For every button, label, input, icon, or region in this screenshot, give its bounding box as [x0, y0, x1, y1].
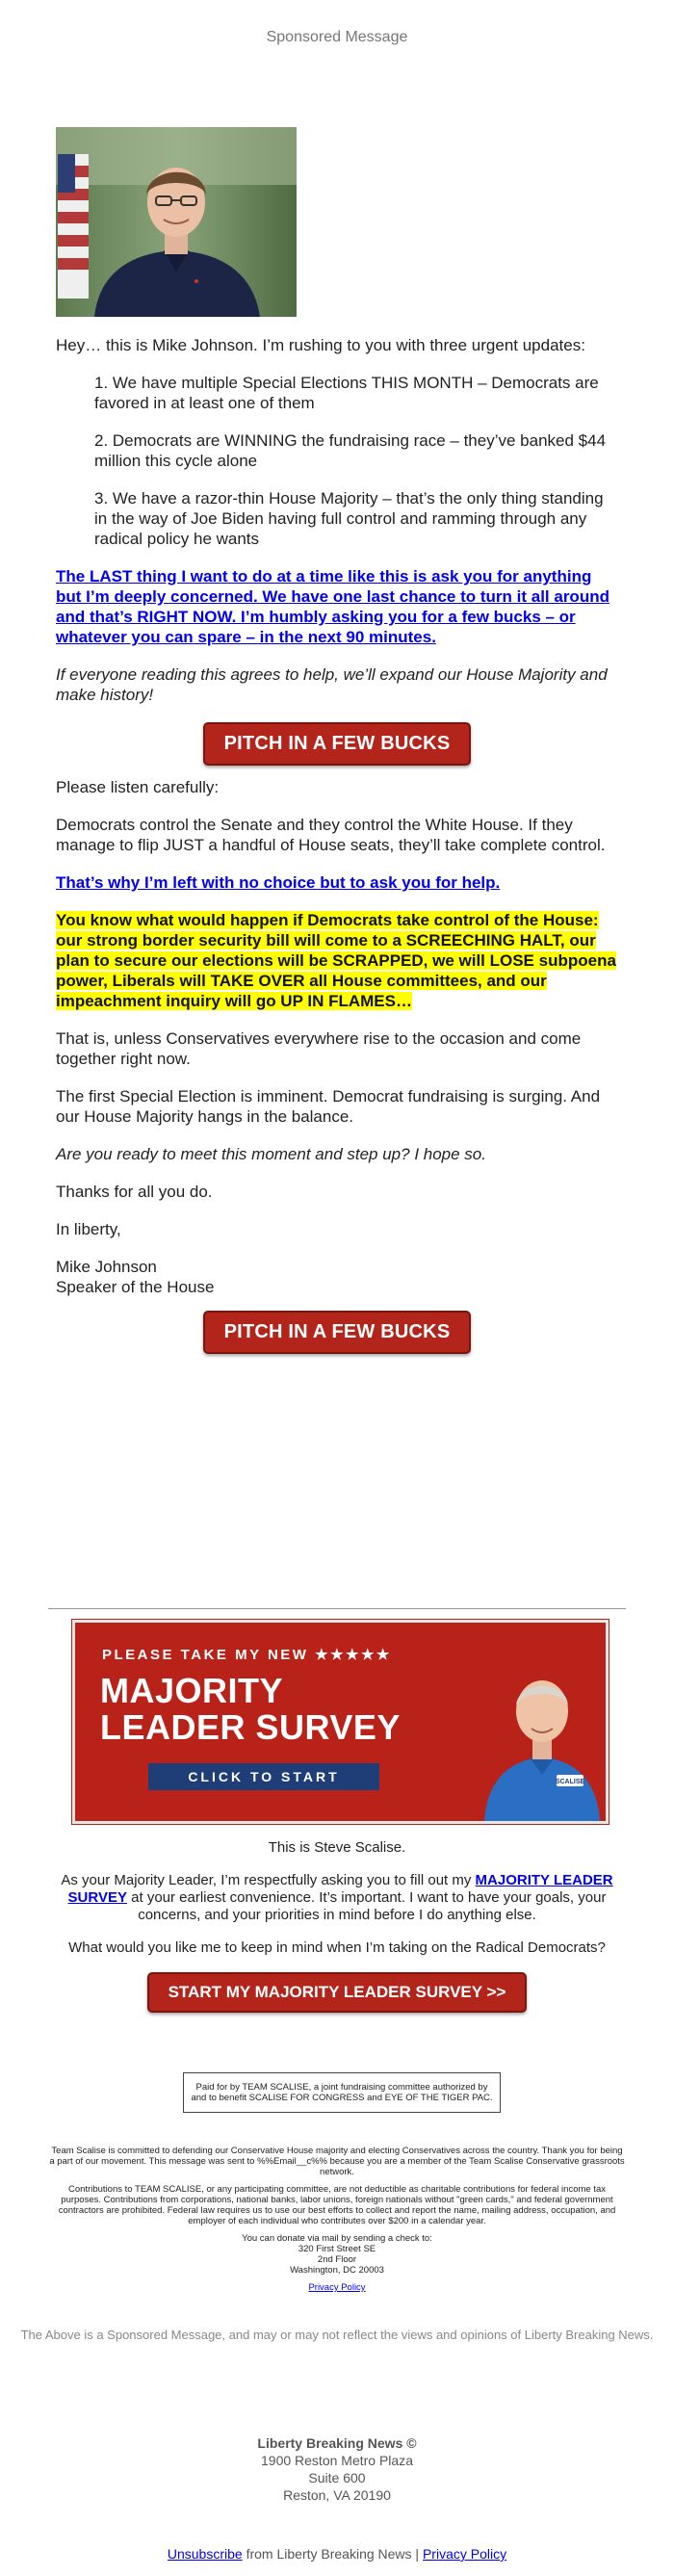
thanks-text: Thanks for all you do.	[56, 1183, 213, 1201]
intro-text: Hey… this is Mike Johnson. I’m rushing to you with three urgent updates:	[56, 336, 585, 354]
committed-text: Team Scalise is committed to defending our Conservative House majority and electing Conservatives across the country. Thank you for being a part of our movement. This message was sent to %%Email__c%% because you are a member of the Team Scalise Conservative grassroots network.	[49, 2146, 625, 2177]
unsubscribe-line	[0, 2546, 674, 2562]
legal-privacy-link[interactable]: Privacy Policy	[308, 2282, 366, 2293]
section-divider	[48, 1608, 626, 1609]
address-line-3: Reston, VA 20190	[283, 2487, 391, 2503]
majority-leader-survey-link[interactable]: MAJORITY LEADER SURVEY	[67, 1872, 613, 1906]
mail-intro: You can donate via mail by sending a check to:	[242, 2233, 432, 2244]
mail-line-2: 2nd Floor	[317, 2254, 357, 2265]
control-text: Democrats control the Senate and they control the White House. If they manage to flip JUST a handful of House seats, they’ll take complete control.	[56, 816, 606, 854]
unless-text: That is, unless Conservatives everywhere rise to the occasion and come together right now.	[56, 1029, 582, 1068]
start-survey-button[interactable]: START MY MAJORITY LEADER SURVEY >>	[147, 1972, 528, 2013]
click-to-start-button[interactable]: CLICK TO START	[148, 1763, 379, 1790]
pitch-in-button-bottom[interactable]: PITCH IN A FEW BUCKS	[203, 1311, 472, 1354]
paid-for-box: Paid for by TEAM SCALISE, a joint fundraising committee authorized by and to benefit SCALISE FOR CONGRESS and EYE OF THE TIGER PAC.	[183, 2072, 501, 2113]
banner-title	[100, 1673, 401, 1746]
shirt-logo: SCALISE	[555, 1779, 585, 1785]
scalise-ask-post: at your earliest convenience. It’s important. I want to have your goals, your concerns, and your priorities in mind before I do anything else.	[126, 1889, 607, 1923]
unsubscribe-link[interactable]: Unsubscribe	[167, 2546, 243, 2562]
list-item: 3. We have a razor-thin House Majority – that’s the only thing standing in the way of Joe Biden having full control and ramming through any radical policy he wants	[94, 489, 604, 548]
publisher-address	[0, 2434, 674, 2504]
steve-scalise-photo-icon	[480, 1652, 605, 1821]
mail-line-3: Washington, DC 20003	[290, 2265, 384, 2276]
highlighted-warning: You know what would happen if Democrats take control of the House: our strong border security bill will come to a SCREECHING HALT, our plan to secure our elections will be SCRAPPED, we will LOSE subpoena power, Liberals will TAKE OVER all House committees, and our impeachment inquiry will go UP IN FLAMES…	[56, 911, 616, 1010]
contributions-text: Contributions to TEAM SCALISE, or any participating committee, are not deductible as charitable contributions for federal income tax purposes. Contributions from corporations, national banks, labor unions, foreign nationals without "green cards," and federal government contractors are prohibited. Federal law requires us to use our best efforts to collect and report the name, mailing address, occupation, and employer of each individual who contributes over $200 in a calendar year.	[58, 2184, 616, 2226]
list-item: 2. Democrats are WINNING the fundraising race – they’ve banked $44 million this cycle alone	[94, 431, 607, 470]
legal-fine-print	[48, 2146, 626, 2300]
scalise-section	[56, 1839, 618, 2013]
scalise-intro: This is Steve Scalise.	[268, 1839, 406, 1856]
updates-list	[56, 373, 618, 549]
banner-title-line-2: LEADER SURVEY	[100, 1707, 401, 1747]
no-choice-link[interactable]: That’s why I’m left with no choice but to ask you for help.	[56, 873, 501, 892]
address-line-1: 1900 Reston Metro Plaza	[261, 2453, 413, 2468]
unsubscribe-middle: from Liberty Breaking News |	[242, 2546, 423, 2562]
sponsor-disclaimer: The Above is a Sponsored Message, and may or may not reflect the views and opinions of Liberty Breaking News.	[20, 2328, 654, 2342]
address-line-2: Suite 600	[308, 2470, 366, 2485]
ready-text: Are you ready to meet this moment and step up? I hope so.	[56, 1145, 486, 1163]
publisher-name: Liberty Breaking News ©	[257, 2435, 417, 2451]
imminent-text: The first Special Election is imminent. Democrat fundraising is surging. And our House Majority hangs in the balance.	[56, 1087, 601, 1126]
majority-leader-survey-banner[interactable]	[72, 1620, 609, 1824]
sponsored-label: Sponsored Message	[266, 29, 408, 45]
donate-ask-link[interactable]: The LAST thing I want to do at a time like this is ask you for anything but I’m deeply concerned. We have one last chance to turn it all around and that’s RIGHT NOW. I’m humbly asking you for a few bucks – or whatever you can spare – in the next 90 minutes.	[56, 567, 609, 646]
letter-body	[56, 335, 618, 1366]
scalise-question: What would you like me to keep in mind when I’m taking on the Radical Democrats?	[68, 1939, 606, 1956]
footer-privacy-link[interactable]: Privacy Policy	[422, 2546, 507, 2562]
banner-kicker: PLEASE TAKE MY NEW ★★★★★	[102, 1647, 392, 1663]
portrait-mike-johnson-icon	[56, 127, 297, 317]
signer-title: Speaker of the House	[56, 1278, 215, 1296]
closing-text: In liberty,	[56, 1220, 121, 1238]
banner-title-line-1: MAJORITY	[100, 1671, 284, 1710]
signer-name: Mike Johnson	[56, 1258, 157, 1276]
expand-majority-text: If everyone reading this agrees to help, we’ll expand our House Majority and make history!	[56, 665, 608, 704]
pitch-in-button[interactable]: PITCH IN A FEW BUCKS	[203, 722, 472, 766]
listen-text: Please listen carefully:	[56, 778, 220, 796]
list-item: 1. We have multiple Special Elections THIS MONTH – Democrats are favored in at least one of them	[94, 374, 599, 412]
mail-line-1: 320 First Street SE	[298, 2244, 376, 2254]
american-flag-icon	[58, 154, 89, 299]
scalise-ask-pre: As your Majority Leader, I’m respectfully asking you to fill out my	[61, 1872, 476, 1888]
